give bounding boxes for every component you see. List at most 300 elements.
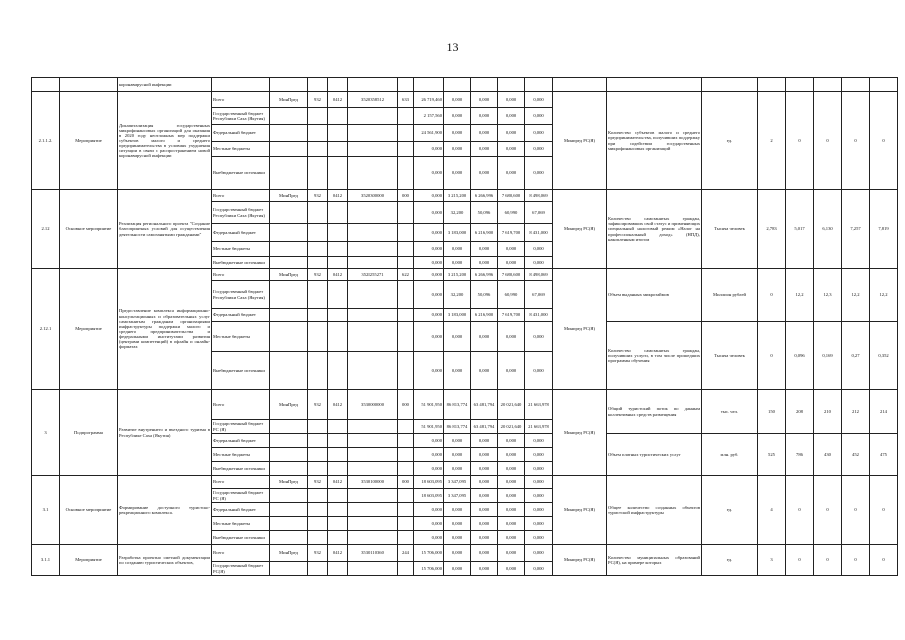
vr-code-empty [398,224,414,242]
amount-year-5: 0,000 [525,489,553,503]
indicator-value-3: 210 [814,390,842,434]
row-type: Подпрограмма [60,390,118,476]
csr-code-empty [348,157,398,190]
row-number: 3.1 [32,476,60,545]
amount-year-3: 6 266,996 [471,269,498,281]
indicator-value-1: 0 [758,322,786,390]
amount-year-4: 0,000 [498,545,525,562]
amount-year-4: 0,000 [498,257,525,269]
csr-code-empty [348,448,398,462]
amount-year-3: 0,000 [471,125,498,142]
amount-year-1: 0,000 [414,269,444,281]
table-row [32,390,898,420]
row-description: Докапитализация государственных микрофинансовых организаций для оказания в 2020 году неотложных мер поддержки субъектов малого и среднего предпринимательства в условиях ухудшения ситуации в связи с распространением новой коронавирусной инфекции [118,92,212,190]
amount-year-3: 6 216,900 [471,309,498,322]
indicator-text: Количество самозанятых граждан, зафиксировавших свой статус и применяющих специальный налоговый режим «Налог на профессиональный доход» (НПД), накопленным итогом [607,190,702,269]
amount-year-4: 60,990 [498,281,525,309]
pr-code-empty [328,108,348,125]
table-row [32,92,898,108]
amount-year-1: 26 719,460 [414,92,444,108]
amount-year-4: 7 619,700 [498,224,525,242]
csr-code: 352I255271 [348,269,398,281]
pr-code-empty [328,531,348,545]
csr-code-empty [348,322,398,352]
table-row [32,269,898,281]
amount-year-1: 0,000 [414,434,444,448]
rz-code-empty [308,531,328,545]
vr-code: 000 [398,390,414,420]
amount-year-3: 0,000 [471,531,498,545]
amount-year-1: 15 706,000 [414,545,444,562]
amount-year-2: 0,000 [444,517,471,531]
vr-code-empty [398,462,414,476]
row-description: Формирование доступного туристско-рекреационного комплекса. [118,476,212,545]
amount-year-4: 0,000 [498,157,525,190]
grbs-code: МинПред [270,390,308,420]
funding-source-name: Местные бюджеты [212,322,270,352]
indicator-unit: тыс. чел. [702,390,758,434]
pr-code-empty [328,503,348,517]
amount-year-3: 0,000 [471,157,498,190]
row-type: Мероприятие [60,92,118,190]
csr-code-empty [348,142,398,157]
pr-code: 0412 [328,92,348,108]
table-row [32,78,898,92]
csr-code-empty [348,562,398,576]
funding-source-name: Внебюджетные источники [212,531,270,545]
indicator-text: Общий туристский поток по данным коллективных средств размещения [607,390,702,434]
amount-year-4: 0,000 [498,92,525,108]
amount-year-3: 0,000 [471,545,498,562]
indicator-value-1: 150 [758,390,786,434]
table-row [32,545,898,562]
vr-code-empty [398,108,414,125]
vr-code-empty [398,420,414,434]
indicator-value-1: 3 [758,545,786,576]
grbs-code-empty [270,157,308,190]
funding-source-name: Внебюджетные источники [212,257,270,269]
amount-year-1: 0,000 [414,352,444,390]
amount-year-2: 32,200 [444,281,471,309]
grbs-code-empty [270,125,308,142]
indicator-unit: млн. руб. [702,434,758,476]
funding-source-name: Всего [212,390,270,420]
executor: Минпред РС(Я) [553,190,607,269]
executor: Минпред РС(Я) [553,269,607,390]
pr-code-empty [328,157,348,190]
pr-code: 0412 [328,390,348,420]
indicator-text: Количество самозанятых граждан, получивших услуги, в том числе прошедших программы обучения [607,322,702,390]
vr-code-empty [398,489,414,503]
amount-year-3: 0,000 [471,92,498,108]
rz-code-empty [308,142,328,157]
amount-year-1: 0,000 [414,142,444,157]
indicator-value-5: 12,2 [870,269,898,322]
csr-code-empty [348,202,398,224]
funding-source-name: Всего [212,190,270,202]
csr-code-empty [348,281,398,309]
rz-code: 932 [308,545,328,562]
vr-code-empty [398,434,414,448]
grbs-code: МинПред [270,545,308,562]
grbs-code-empty [270,489,308,503]
grbs-code: МинПред [270,92,308,108]
vr-code: 000 [398,190,414,202]
funding-source-name: Местные бюджеты [212,448,270,462]
funding-source-name: Местные бюджеты [212,517,270,531]
amount-year-2: 32,200 [444,202,471,224]
amount-year-1: 0,000 [414,462,444,476]
csr-code: 3530110360 [348,545,398,562]
grbs-code-empty [270,108,308,125]
rz-code-empty [308,503,328,517]
amount-year-2: 3 215,200 [444,269,471,281]
amount-year-2: 0,000 [444,125,471,142]
amount-year-5: 0,000 [525,531,553,545]
table-row [32,476,898,489]
amount-year-1: 2 157,560 [414,108,444,125]
amount-year-2: 0,000 [444,562,471,576]
funding-source-name: Федеральный бюджет [212,224,270,242]
indicator-value-4: 452 [842,434,870,476]
amount-year-4: 7 680,600 [498,269,525,281]
rz-code: 932 [308,269,328,281]
grbs-code-empty [270,420,308,434]
indicator-value-2: 0 [786,92,814,190]
row-type: Основное мероприятие [60,476,118,545]
amount-year-5: 0,000 [525,352,553,390]
amount-year-4: 20 021,640 [498,390,525,420]
amount-year-3: 0,000 [471,434,498,448]
indicator-value-4: 0,27 [842,322,870,390]
amount-year-4: 20 021,640 [498,420,525,434]
amount-year-5: 0,000 [525,142,553,157]
rz-code-empty [308,242,328,257]
amount-year-5: 0,000 [525,125,553,142]
pr-code-empty [328,242,348,257]
funding-source-name: Внебюджетные источники [212,157,270,190]
indicator-value-5: 0,352 [870,322,898,390]
amount-year-3: 50,096 [471,281,498,309]
amount-year-4: 0,000 [498,125,525,142]
grbs-code-empty [270,562,308,576]
executor: Минпред РС(Я) [553,545,607,576]
amount-year-4: 0,000 [498,489,525,503]
vr-code-empty [398,142,414,157]
amount-year-2: 86 813,774 [444,420,471,434]
indicator-value-2: 786 [786,434,814,476]
rz-code: 932 [308,390,328,420]
amount-year-5: 0,000 [525,476,553,489]
amount-year-5: 0,000 [525,503,553,517]
funding-source-name: Всего [212,476,270,489]
vr-code-empty [398,309,414,322]
rz-code-empty [308,257,328,269]
vr-code-empty [398,448,414,462]
pr-code: 0412 [328,476,348,489]
indicator-value-1: 525 [758,434,786,476]
grbs-code-empty [270,281,308,309]
rz-code-empty [308,420,328,434]
funding-source-name: Всего [212,92,270,108]
amount-year-4: 0,000 [498,108,525,125]
amount-year-5: 0,000 [525,322,553,352]
funding-source-name: Внебюджетные источники [212,352,270,390]
funding-source-name: Государственный бюджет Республики Саха (Якутия) [212,202,270,224]
csr-code: 3530000000 [348,390,398,420]
csr-code: 3520358512 [348,92,398,108]
rz-code-empty [308,108,328,125]
amount-year-5: 0,000 [525,242,553,257]
rz-code-empty [308,352,328,390]
indicator-value-2: 5,017 [786,190,814,269]
pr-code-empty [328,309,348,322]
pr-code-empty [328,352,348,390]
grbs-code-empty [270,517,308,531]
amount-year-2: 0,000 [444,92,471,108]
pr-code-empty [328,489,348,503]
amount-year-4: 0,000 [498,352,525,390]
csr-code-empty [348,462,398,476]
row-number: 2.1.1.2. [32,92,60,190]
amount-year-5: 0,000 [525,448,553,462]
row-number: 2.12.1 [32,269,60,390]
amount-year-5: 21 663,978 [525,390,553,420]
amount-year-2: 0,000 [444,242,471,257]
indicator-value-4: 7,257 [842,190,870,269]
amount-year-1: 0,000 [414,202,444,224]
pr-code: 0412 [328,269,348,281]
indicator-value-2: 0 [786,476,814,545]
indicator-value-5: 0 [870,545,898,576]
csr-code-empty [348,531,398,545]
pr-code-empty [328,562,348,576]
rz-code-empty [308,562,328,576]
rz-code-empty [308,281,328,309]
csr-code-empty [348,517,398,531]
amount-year-5: 8 498,069 [525,190,553,202]
pr-code-empty [328,462,348,476]
amount-year-2: 0,000 [444,448,471,462]
pr-code-empty [328,224,348,242]
vr-code: 633 [398,92,414,108]
rz-code-empty [308,202,328,224]
indicator-value-4: 12,2 [842,269,870,322]
indicator-value-2: 0,096 [786,322,814,390]
csr-code: 3520300000 [348,190,398,202]
row-description: Реализация регионального проекта "Создание благоприятных условий для осуществления деятельности самозанятыми гражданами" [118,190,212,269]
vr-code-empty [398,242,414,257]
grbs-code-empty [270,434,308,448]
funding-source-name: Местные бюджеты [212,242,270,257]
amount-year-2: 3 183,000 [444,224,471,242]
pr-code-empty [328,322,348,352]
amount-year-2: 0,000 [444,322,471,352]
amount-year-1: 0,000 [414,224,444,242]
amount-year-4: 0,000 [498,517,525,531]
vr-code-empty [398,503,414,517]
amount-year-1: 0,000 [414,309,444,322]
rz-code-empty [308,224,328,242]
pr-code-empty [328,434,348,448]
grbs-code-empty [270,462,308,476]
vr-code: 000 [398,476,414,489]
pr-code-empty [328,142,348,157]
amount-year-2: 0,000 [444,531,471,545]
csr-code-empty [348,224,398,242]
amount-year-5: 21 663,978 [525,420,553,434]
amount-year-3: 6 266,996 [471,190,498,202]
row-type: Основное мероприятие [60,190,118,269]
amount-year-3: 0,000 [471,242,498,257]
amount-year-2: 0,000 [444,257,471,269]
amount-year-1: 51 901,950 [414,420,444,434]
grbs-code-empty [270,224,308,242]
grbs-code-empty [270,448,308,462]
indicator-value-3: 0 [814,545,842,576]
amount-year-1: 18 603,095 [414,489,444,503]
funding-source-name: Местные бюджеты [212,142,270,157]
pr-code-empty [328,448,348,462]
pr-code-empty [328,125,348,142]
amount-year-3: 0,000 [471,562,498,576]
executor: Минпред РС(Я) [553,476,607,545]
grbs-code-empty [270,242,308,257]
vr-code: 244 [398,545,414,562]
amount-year-5: 0,000 [525,108,553,125]
amount-year-1: 0,000 [414,448,444,462]
row-number: 3.1.1 [32,545,60,576]
amount-year-2: 3 347,095 [444,489,471,503]
amount-year-3: 63 481,794 [471,420,498,434]
indicator-unit: Миллион рублей [702,269,758,322]
funding-source-name: Федеральный бюджет [212,125,270,142]
amount-year-5: 67,069 [525,202,553,224]
amount-year-1: 15 706,000 [414,562,444,576]
row-description: коронавирусной инфекции [118,78,212,92]
amount-year-3: 0,000 [471,108,498,125]
indicator-unit: ед. [702,92,758,190]
funding-source-name: Всего [212,269,270,281]
amount-year-2: 0,000 [444,545,471,562]
amount-year-4: 0,000 [498,434,525,448]
csr-code-empty [348,242,398,257]
amount-year-4: 0,000 [498,242,525,257]
pr-code: 0412 [328,190,348,202]
row-description: Разработка проектно сметной документации по созданию туристических объектов, [118,545,212,576]
indicator-value-1: 4 [758,476,786,545]
funding-source-name: Государственный бюджет РС (Я) [212,420,270,434]
amount-year-1: 24 561,900 [414,125,444,142]
amount-year-5: 0,000 [525,562,553,576]
amount-year-1: 0,000 [414,503,444,517]
amount-year-1: 0,000 [414,322,444,352]
csr-code-empty [348,309,398,322]
indicator-text: Объем выданных микрозаймов [607,269,702,322]
indicator-value-3: 12,3 [814,269,842,322]
amount-year-3: 0,000 [471,352,498,390]
indicator-unit: ед. [702,476,758,545]
indicator-value-3: 0,169 [814,322,842,390]
amount-year-4: 7 619,700 [498,309,525,322]
amount-year-2: 0,000 [444,108,471,125]
grbs-code-empty [270,322,308,352]
rz-code: 932 [308,476,328,489]
indicator-value-5: 7,819 [870,190,898,269]
vr-code-empty [398,562,414,576]
grbs-code-empty [270,257,308,269]
amount-year-3: 0,000 [471,503,498,517]
pr-code-empty [328,420,348,434]
indicator-value-2: 12,2 [786,269,814,322]
grbs-code-empty [270,142,308,157]
amount-year-2: 3 215,200 [444,190,471,202]
amount-year-2: 3 347,095 [444,476,471,489]
row-type: Мероприятие [60,545,118,576]
amount-year-2: 0,000 [444,434,471,448]
rz-code-empty [308,309,328,322]
amount-year-3: 63 481,794 [471,390,498,420]
grbs-code-empty [270,503,308,517]
csr-code-empty [348,352,398,390]
row-type: Мероприятие [60,269,118,390]
amount-year-5: 67,069 [525,281,553,309]
rz-code-empty [308,157,328,190]
vr-code-empty [398,281,414,309]
indicator-value-1: 2 [758,92,786,190]
vr-code-empty [398,257,414,269]
amount-year-1: 0,000 [414,281,444,309]
amount-year-4: 0,000 [498,476,525,489]
amount-year-3: 50,096 [471,202,498,224]
amount-year-1: 0,000 [414,531,444,545]
vr-code-empty [398,352,414,390]
csr-code: 3530100000 [348,476,398,489]
vr-code: 622 [398,269,414,281]
row-description: Предоставление комплекса информационно-консультационных и образовательных услуг самозанятым гражданам организациями инфраструктуры поддержки малого и среднего предпринимательства и федеральными институтами развития (центрами компетенций) в офлайн и онлайн-форматах [118,269,212,390]
amount-year-4: 0,000 [498,503,525,517]
rz-code: 932 [308,92,328,108]
funding-source-name: Федеральный бюджет [212,503,270,517]
amount-year-3: 0,000 [471,489,498,503]
amount-year-4: 60,990 [498,202,525,224]
amount-year-1: 0,000 [414,517,444,531]
amount-year-4: 0,000 [498,448,525,462]
rz-code-empty [308,125,328,142]
rz-code-empty [308,489,328,503]
amount-year-5: 0,000 [525,517,553,531]
pr-code-empty [328,257,348,269]
amount-year-5: 0,000 [525,92,553,108]
funding-source-name: Федеральный бюджет [212,309,270,322]
amount-year-5: 0,000 [525,257,553,269]
indicator-value-5: 0 [870,476,898,545]
funding-source-name: Государственный бюджет Республики Саха (Якутия) [212,108,270,125]
amount-year-5: 0,000 [525,545,553,562]
grbs-code-empty [270,352,308,390]
indicator-text: Количество муниципальных образований РС(Я), на примере которых [607,545,702,576]
row-number: 2.12 [32,190,60,269]
indicator-value-1: 0 [758,269,786,322]
rz-code-empty [308,322,328,352]
amount-year-4: 0,000 [498,531,525,545]
amount-year-1: 0,000 [414,257,444,269]
amount-year-4: 7 680,600 [498,190,525,202]
amount-year-5: 0,000 [525,434,553,448]
amount-year-3: 0,000 [471,142,498,157]
grbs-code: МинПред [270,190,308,202]
vr-code-empty [398,517,414,531]
